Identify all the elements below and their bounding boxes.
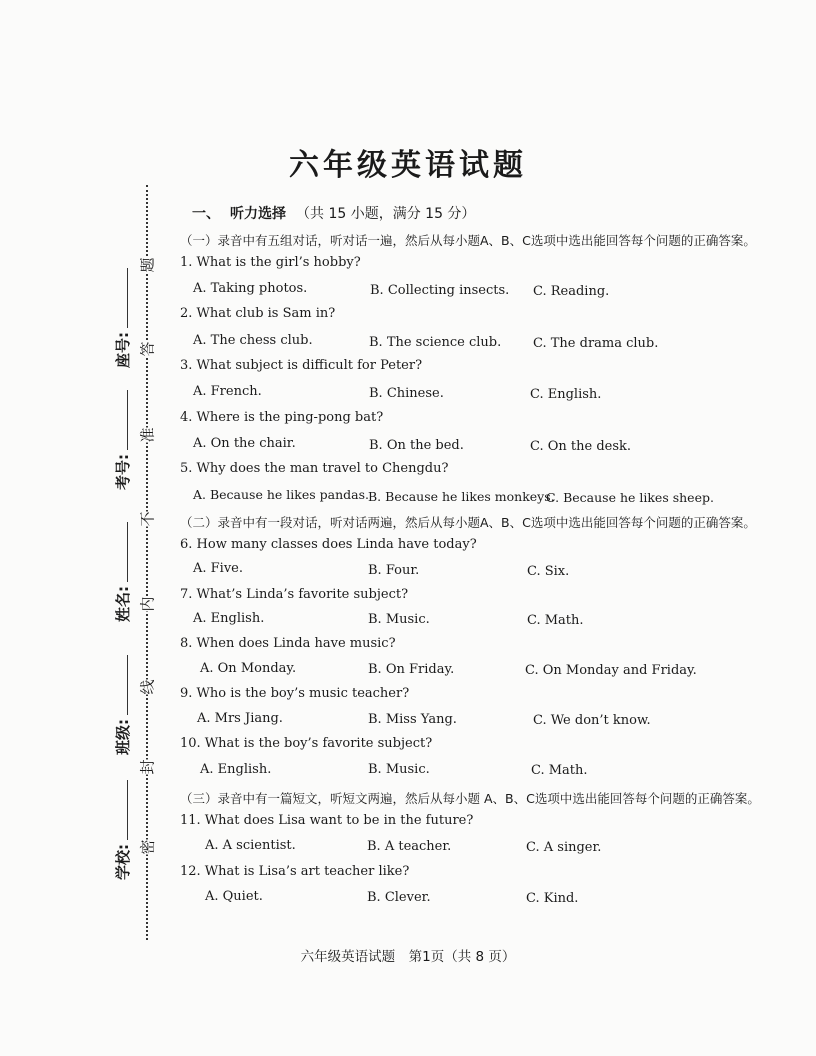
question-3-option-c: C. English. (530, 387, 602, 402)
question-1-option-a: A. Taking photos. (193, 281, 308, 296)
class-label: 班级: (114, 719, 132, 755)
question-10-option-b: B. Music. (368, 762, 430, 777)
question-8: 8. When does Linda have music? (180, 636, 396, 651)
seal-char-bu: 不 (138, 511, 157, 527)
seal-char-mi: 密 (138, 839, 157, 855)
exam-number-label: 考号: (114, 454, 132, 490)
instruction-part-2: （二）录音中有一段对话，听对话两遍，然后从每小题A、B、C选项中选出能回答每个问题的正确答案。 (180, 515, 756, 530)
question-11-option-a: A. A scientist. (205, 838, 296, 853)
page-title: 六年级英语试题 (289, 148, 527, 183)
question-8-option-c: C. On Monday and Friday. (525, 663, 697, 678)
question-2-option-c: C. The drama club. (533, 336, 659, 351)
question-2: 2. What club is Sam in? (180, 306, 336, 321)
question-1-option-c: C. Reading. (533, 284, 610, 299)
question-4-option-c: C. On the desk. (530, 439, 632, 454)
section-heading (192, 203, 475, 223)
page-footer: 六年级英语试题 第1页（共 8 页） (300, 949, 516, 965)
question-6-option-b: B. Four. (368, 563, 420, 578)
question-7-option-a: A. English. (193, 611, 265, 626)
section-note: （共 15 小题，满分 15 分） (296, 206, 476, 222)
question-12: 12. What is Lisa’s art teacher like? (180, 864, 410, 879)
question-1: 1. What is the girl’s hobby? (180, 255, 361, 270)
question-12-option-c: C. Kind. (526, 891, 579, 906)
seat-blank (127, 268, 128, 328)
question-4: 4. Where is the ping-pong bat? (180, 410, 384, 425)
question-9-option-b: B. Miss Yang. (368, 712, 457, 727)
class-field (112, 655, 133, 755)
question-8-option-a: A. On Monday. (200, 661, 297, 676)
question-5: 5. Why does the man travel to Chengdu? (180, 461, 449, 476)
question-6: 6. How many classes does Linda have today? (180, 537, 477, 552)
seal-char-nei: 内 (138, 596, 157, 612)
instruction-part-3: （三）录音中有一篇短文，听短文两遍，然后从每小题 A、B、C选项中选出能回答每个问题的正确答案。 (180, 791, 760, 806)
question-4-option-b: B. On the bed. (369, 438, 464, 453)
question-7: 7. What’s Linda’s favorite subject? (180, 587, 409, 602)
question-7-option-c: C. Math. (527, 613, 584, 628)
question-6-option-a: A. Five. (193, 561, 244, 576)
question-10-option-a: A. English. (200, 762, 272, 777)
question-12-option-a: A. Quiet. (205, 889, 263, 904)
exam-number-field (112, 390, 133, 490)
seal-char-feng: 封 (138, 759, 157, 775)
seal-char-xian: 线 (138, 679, 157, 695)
question-10: 10. What is the boy’s favorite subject? (180, 736, 433, 751)
seal-char-zhun: 准 (138, 427, 157, 443)
exam-number-blank (127, 390, 128, 450)
section-number: 一、 (192, 206, 220, 222)
question-6-option-c: C. Six. (527, 564, 570, 579)
school-blank (127, 780, 128, 840)
seal-char-da: 答 (138, 341, 157, 357)
question-5-option-c: C. Because he likes sheep. (546, 490, 714, 505)
question-12-option-b: B. Clever. (367, 890, 431, 905)
section-name: 听力选择 (230, 206, 286, 222)
question-2-option-a: A. The chess club. (193, 333, 313, 348)
school-label: 学校: (114, 844, 132, 880)
question-9-option-a: A. Mrs Jiang. (197, 711, 283, 726)
school-field (112, 780, 133, 880)
question-10-option-c: C. Math. (531, 763, 588, 778)
name-field (112, 522, 133, 622)
question-11-option-b: B. A teacher. (367, 839, 452, 854)
seat-field (112, 268, 133, 368)
question-3: 3. What subject is difficult for Peter? (180, 358, 423, 373)
question-5-option-b: B. Because he likes monkeys. (368, 489, 555, 504)
question-2-option-b: B. The science club. (369, 335, 502, 350)
question-9: 9. Who is the boy’s music teacher? (180, 686, 410, 701)
seat-label: 座号: (114, 332, 132, 368)
question-9-option-c: C. We don’t know. (533, 713, 651, 728)
question-3-option-a: A. French. (193, 384, 262, 399)
question-7-option-b: B. Music. (368, 612, 430, 627)
question-8-option-b: B. On Friday. (368, 662, 455, 677)
name-blank (127, 522, 128, 582)
question-5-option-a: A. Because he likes pandas. (193, 487, 369, 502)
question-4-option-a: A. On the chair. (193, 436, 296, 451)
name-label: 姓名: (114, 586, 132, 622)
question-3-option-b: B. Chinese. (369, 386, 444, 401)
binding-dotted-line (146, 185, 148, 940)
question-11-option-c: C. A singer. (526, 840, 602, 855)
instruction-part-1: （一）录音中有五组对话，听对话一遍，然后从每小题A、B、C选项中选出能回答每个问题的正确答案。 (180, 233, 756, 248)
question-11: 11. What does Lisa want to be in the future? (180, 813, 474, 828)
seal-char-ti: 题 (138, 257, 157, 273)
question-1-option-b: B. Collecting insects. (370, 283, 510, 298)
class-blank (127, 655, 128, 715)
